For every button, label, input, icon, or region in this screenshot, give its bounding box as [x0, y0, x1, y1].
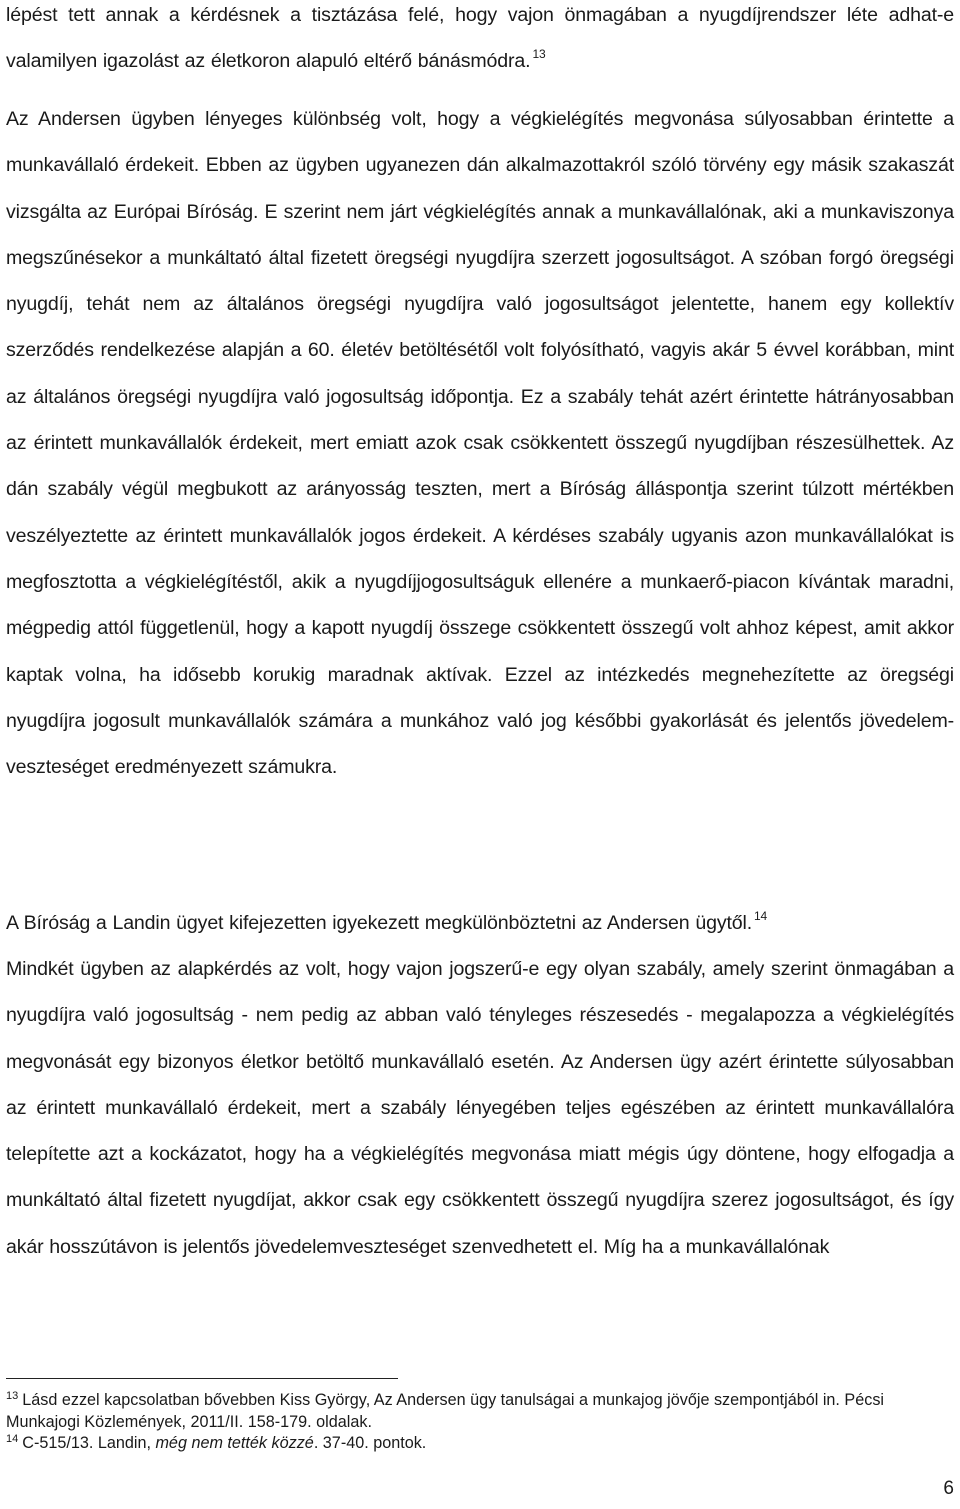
footnote-14 [6, 1433, 954, 1455]
footnote-separator [6, 1378, 398, 1379]
footnote-14-text-italic: még nem tették közzé [155, 1434, 314, 1452]
footnote-14-text-before: C-515/13. Landin, [22, 1434, 156, 1452]
footnote-14-text-after: . 37-40. pontok. [313, 1434, 427, 1452]
footnote-13-text: Lásd ezzel kapcsolatban bővebben Kiss György, Az Andersen ügy tanulságai a munkajog jövője szempontjából in. Pécsi Munkajogi Közlemények, 2011/II. 158-179. oldalak. [6, 1391, 885, 1431]
footnote-ref-13[interactable]: 13 [532, 47, 546, 62]
footnote-ref-14[interactable]: 14 [754, 909, 768, 923]
paragraph-1-text: lépést tett annak a kérdésnek a tisztázása felé, hogy vajon önmagában a nyugdíjrendszer léte adhat-e valamilyen igazolást az életkoron alapuló eltérő bánásmódra. [6, 4, 954, 73]
footnote-13-number: 13 [6, 1390, 19, 1402]
paragraph-1 [6, 0, 954, 85]
footnotes [6, 1390, 954, 1455]
paragraph-4: Mindkét ügyben az alapkérdés az volt, hogy vajon jogszerű-e egy olyan szabály, amely szerint önmagában a nyugdíjra való jogosultság - nem pedig az abban való tényleges részesedés - megalapozza a végkielégítés megvonását egy bizonyos életkor betöltő munkavállaló esetén. Az Andersen ügy azért érintette súlyosabban az érintett munkavállaló érdekeit, mert a szabály lényegében teljes egészében az érintett munkavállalóra telepítette azt a kockázatot, hogy ha a végkielégítés megvonása miatt mégis úgy döntene, hogy elfogadja a munkáltató által fizetett nyugdíjat, akkor csak egy csökkentett összegű nyugdíjra szerez jogosultságot, és így akár hosszútávon is jelentős jövedelemveszteséget szenvedhetett el. Míg ha a munkavállalónak [6, 958, 954, 1258]
footnote-14-number: 14 [6, 1433, 19, 1445]
paragraph-3-text: A Bíróság a Landin ügyet kifejezetten igyekezett megkülönböztetni az Andersen ügytől. [6, 912, 753, 934]
footnote-13 [6, 1390, 954, 1433]
paragraph-2: Az Andersen ügyben lényeges különbség volt, hogy a végkielégítés megvonása súlyosabban érintette a munkavállaló érdekeit. Ebben az ügyben ugyanezen dán alkalmazottakról szóló törvény egy másik szakaszát vizsgálta az Európai Bíróság. E szerint nem járt végkielégítés annak a munkavállalónak, aki a munkaviszonya megszűnésekor a munkáltató által fizetett öregségi nyugdíjra szerzett jogosultságot. A szóban forgó öregségi nyugdíj, tehát nem az általános öregségi nyugdíjra való jogosultságot jelentette, hanem egy kollektív szerződés rendelkezése alapján a 60. életév betöltésétől volt folyósítható, vagyis akár 5 évvel korábban, mint az általános öregségi nyugdíjra való jogosultság időpontja. Ez a szabály tehát azért érintette hátrányosabban az érintett munkavállalók érdekeit, mert emiatt azok csak csökkentett összegű nyugdíjban részesülhettek. Az dán szabály végül megbukott az arányosság teszten, mert a Bíróság álláspontja szerint túlzott mértékben veszélyeztette az érintett munkavállalók jogos érdekeit. A kérdéses szabály ugyanis azon munkavállalókat is megfosztotta a végkielégítéstől, akik a nyugdíjjogosultságuk ellenére a munkaerő-piacon kívántak maradni, mégpedig attól függetlenül, hogy a kapott nyugdíj összege csökkentett összegű volt ahhoz képest, amit akkor kaptak volna, ha idősebb korukig maradnak aktívak. Ezzel az intézkedés megnehezítette az öregségi nyugdíjra jogosult munkavállalók számára a munkához való jog későbbi gyakorlását és jelentős jövedelem-veszteséget eredményezett számukra. [6, 108, 954, 779]
page-number: 6 [943, 1478, 954, 1499]
paragraph-3 [6, 900, 954, 946]
